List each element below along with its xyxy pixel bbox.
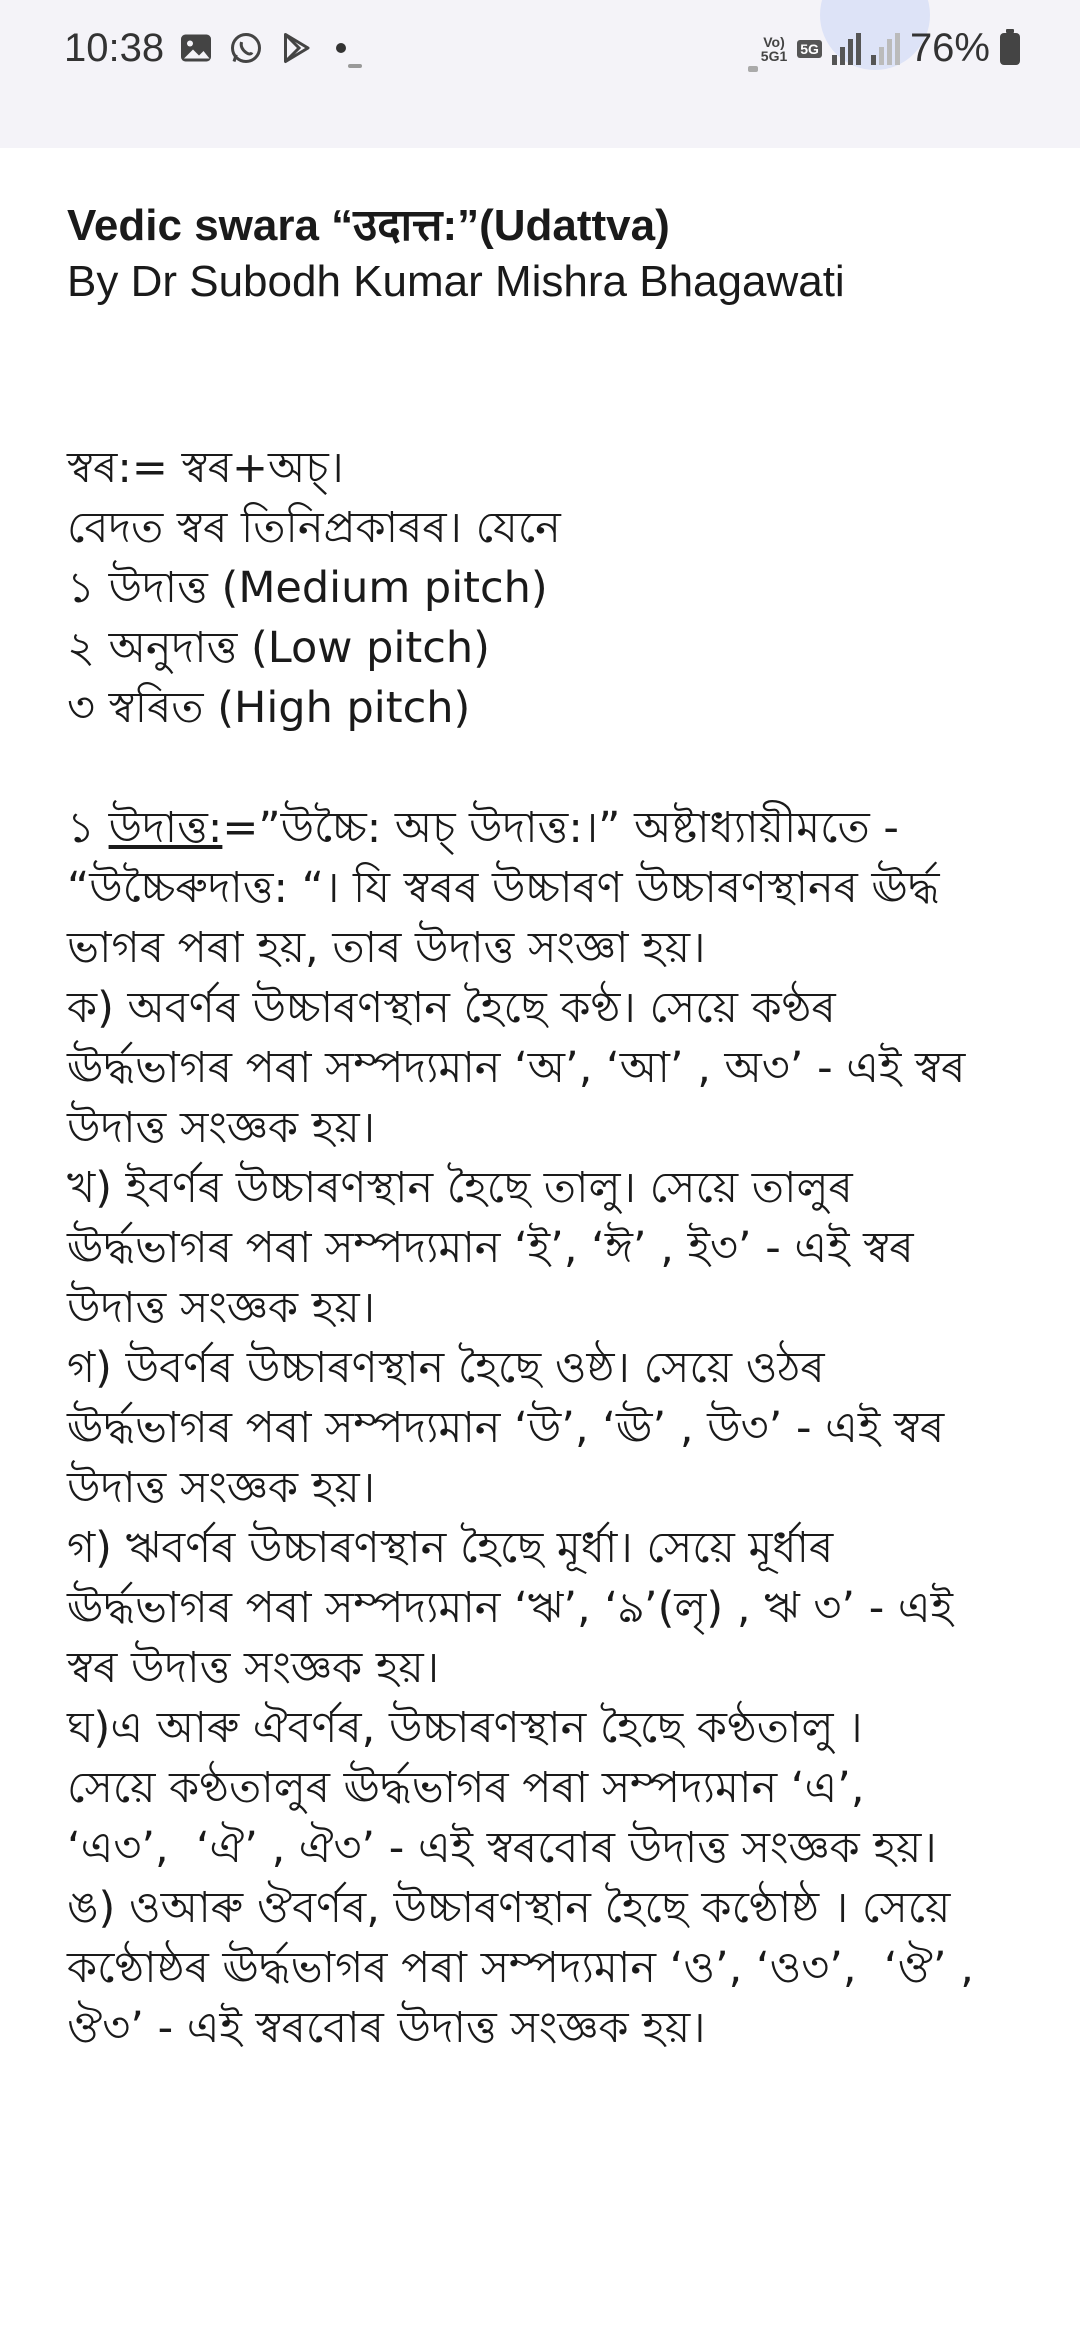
body-line: সেয়ে কণ্ঠতালুৰ ঊৰ্দ্ধভাগৰ পৰা সম্পদ্যমান ‘এ’, bbox=[67, 1763, 865, 1813]
body-line: গ) উবৰ্ণৰ উচ্চাৰণস্থান হৈছে ওষ্ঠ। সেয়ে ওঠৰ bbox=[67, 1343, 825, 1393]
article-title: Vedic swara “उदात्त:”(Udattva) bbox=[67, 201, 670, 250]
gallery-icon bbox=[178, 30, 214, 66]
underlined-term: উদাত্ত: bbox=[108, 803, 223, 853]
body-line: ২ অনুদাত্ত (Low pitch) bbox=[67, 623, 490, 673]
body-line: ঊৰ্দ্ধভাগৰ পৰা সম্পদ্যমান ‘অ’, ‘আ’ , অ৩’ - এই স্বৰ bbox=[67, 1043, 966, 1093]
play-store-icon bbox=[278, 30, 314, 66]
body-line: স্বৰ:= স্বৰ+অচ্। bbox=[67, 443, 344, 493]
more-notifications-dot bbox=[336, 43, 346, 53]
body-line: ‘এ৩’, ‘ঐ’ , ঐ৩’ - এই স্বৰবোৰ উদাত্ত সংজ্ঞক হয়। bbox=[67, 1823, 937, 1873]
body-line: খ) ইবৰ্ণৰ উচ্চাৰণস্থান হৈছে তালু। সেয়ে তালুৰ bbox=[67, 1163, 853, 1213]
body-line: ১ উদাত্ত (Medium pitch) bbox=[67, 563, 548, 613]
status-bar bbox=[0, 0, 1080, 148]
toolbar-peek-mark bbox=[748, 66, 758, 72]
system-indicators bbox=[761, 26, 1020, 71]
body-line: বেদত স্বৰ তিনিপ্ৰকাৰৰ। যেনে bbox=[67, 503, 561, 553]
body-line: “উচ্চৈৰুদাত্ত: “। যি স্বৰৰ উচ্চাৰণ উচ্চাৰণস্থানৰ ঊৰ্দ্ধ bbox=[67, 863, 940, 913]
signal-strength-icon bbox=[832, 33, 861, 65]
article bbox=[0, 148, 1080, 2058]
body-line: উদাত্ত সংজ্ঞক হয়। bbox=[67, 1463, 376, 1513]
notification-icons bbox=[178, 30, 346, 66]
body-line: উদাত্ত সংজ্ঞক হয়। bbox=[67, 1103, 376, 1153]
battery-icon bbox=[1000, 33, 1020, 65]
body-line: ১ উদাত্ত:=”উচ্চৈ: অচ্ উদাত্ত:।” অষ্টাধ্যায়ীমতে - bbox=[67, 803, 899, 853]
article-byline: By Dr Subodh Kumar Mishra Bhagawati bbox=[67, 257, 845, 306]
body-line: উদাত্ত সংজ্ঞক হয়। bbox=[67, 1283, 376, 1333]
body-line: ঘ)এ আৰু ঐবৰ্ণৰ, উচ্চাৰণস্থান হৈছে কণ্ঠতালু । bbox=[67, 1703, 863, 1753]
body-line: ৩ স্বৰিত (High pitch) bbox=[67, 683, 471, 733]
whatsapp-icon bbox=[228, 30, 264, 66]
signal-strength-icon bbox=[871, 33, 900, 65]
body-line: গ) ঋবৰ্ণৰ উচ্চাৰণস্থান হৈছে মূৰ্ধা। সেয়ে মূৰ্ধাৰ bbox=[67, 1523, 834, 1573]
toolbar-peek-mark bbox=[348, 64, 362, 68]
battery-percent: 76% bbox=[909, 26, 990, 70]
body-line: ভাগৰ পৰা হয়, তাৰ উদাত্ত সংজ্ঞা হয়। bbox=[67, 923, 706, 973]
body-line: কণ্ঠোষ্ঠৰ ঊৰ্দ্ধভাগৰ পৰা সম্পদ্যমান ‘ও’, ‘ও৩’, ‘ঔ’ , bbox=[67, 1943, 974, 1993]
5g-icon: 5G bbox=[797, 40, 822, 58]
body-line: ঊৰ্দ্ধভাগৰ পৰা সম্পদ্যমান ‘ঋ’, ‘ঌ’(লৃ) , ঋ ৩’ - এই bbox=[67, 1583, 953, 1633]
article-body bbox=[67, 438, 1013, 2058]
body-line: ঔ৩’ - এই স্বৰবোৰ উদাত্ত সংজ্ঞক হয়। bbox=[67, 2003, 706, 2053]
body-line: ক) অবৰ্ণৰ উচ্চাৰণস্থান হৈছে কণ্ঠ। সেয়ে কণ্ঠৰ bbox=[67, 983, 836, 1033]
body-line: ঙ) ওআৰু ঔবৰ্ণৰ, উচ্চাৰণস্থান হৈছে কণ্ঠোষ্ঠ । সেয়ে bbox=[67, 1883, 951, 1933]
body-line: স্বৰ উদাত্ত সংজ্ঞক হয়। bbox=[67, 1643, 440, 1693]
body-line: ঊৰ্দ্ধভাগৰ পৰা সম্পদ্যমান ‘ই’, ‘ঈ’ , ই৩’ - এই স্বৰ bbox=[67, 1223, 914, 1273]
body-line: ঊৰ্দ্ধভাগৰ পৰা সম্পদ্যমান ‘উ’, ‘ঊ’ , উ৩’ - এই স্বৰ bbox=[67, 1403, 945, 1453]
clock: 10:38 bbox=[64, 26, 165, 70]
volte-indicator: Vo) 5G1 bbox=[760, 33, 788, 64]
